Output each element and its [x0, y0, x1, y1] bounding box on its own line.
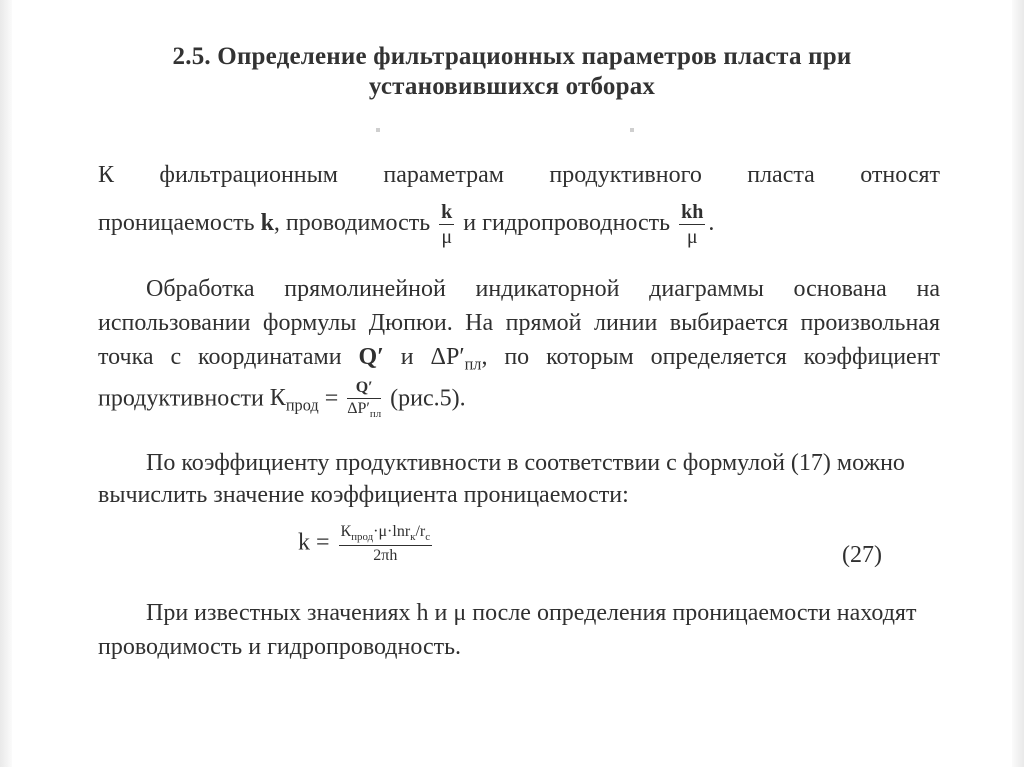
hydroconductivity-fraction — [679, 202, 705, 247]
para1-end-period: . — [708, 210, 715, 237]
para4-line-2: проводимость и гидропроводность. — [98, 634, 462, 660]
productivity-denominator: $\Delta P'_{пл}$ — [347, 400, 382, 420]
formula-lhs: k = — [298, 529, 330, 556]
formula-27-numerator: $К_{прод}\cdot\mu\cdot\ln r_к/r_с$ — [339, 524, 433, 546]
formula-27-fraction — [339, 524, 433, 564]
para3-line-1: По коэффициенту продуктивности в соответствии с формулой (17) можно — [146, 450, 905, 476]
productivity-numerator: Q′ — [347, 380, 381, 399]
formula-27-body — [298, 524, 435, 564]
formula-27-denominator: 2πh — [373, 546, 398, 564]
hydroconductivity-label: и гидропроводность — [463, 210, 671, 237]
conductivity-denominator: μ — [441, 226, 453, 248]
section-title-line-1: 2.5. Определение фильтрационных параметров пласта при — [172, 43, 852, 70]
scan-artifact-mark — [376, 128, 380, 132]
permeability-label: проницаемость — [98, 210, 255, 237]
q-prime-symbol: Q′ — [358, 344, 384, 370]
k-symbol: k — [260, 210, 274, 237]
para2-line-3-start: точка с координатами — [98, 344, 342, 370]
equals-sign: = — [324, 385, 339, 412]
para2-line-2: использовании формулы Дюпюи. На прямой линии выбирается произвольная — [98, 310, 940, 336]
conductivity-fraction — [439, 202, 454, 247]
para1-line-2 — [98, 202, 714, 247]
productivity-fraction — [347, 380, 381, 420]
section-title — [40, 42, 984, 102]
para2-line-3-end: , по которым определяется коэффициент — [481, 344, 941, 370]
conductivity-numerator: k — [441, 201, 453, 223]
formula-27 — [98, 520, 940, 584]
delta-p-symbol: $\Delta P'_{пл}$ — [430, 344, 482, 374]
conductivity-label: , проводимость — [273, 210, 431, 237]
para1-line-1: К фильтрационным параметрам продуктивного пласта относят — [98, 162, 940, 188]
k-prod-symbol: $К_{прод}$ — [269, 385, 319, 416]
figure-reference: (рис.5). — [390, 385, 466, 412]
scan-artifact-mark — [630, 128, 634, 132]
section-title-line-2: установившихся отборах — [368, 73, 656, 100]
para2-line-4 — [98, 380, 466, 421]
para4-line-1: При известных значениях h и μ после определения проницаемости находят — [146, 600, 917, 626]
equation-number: (27) — [842, 542, 882, 568]
hydroconductivity-numerator: kh — [681, 201, 704, 223]
para2-line-3 — [98, 342, 940, 380]
para2-line-4-start: продуктивности — [98, 385, 264, 412]
para2-line-1: Обработка прямолинейной индикаторной диаграммы основана на — [146, 276, 940, 302]
para3-line-2: вычислить значение коэффициента проницаемости: — [98, 482, 629, 508]
and-word: и — [400, 344, 414, 370]
hydroconductivity-denominator: μ — [686, 226, 698, 248]
